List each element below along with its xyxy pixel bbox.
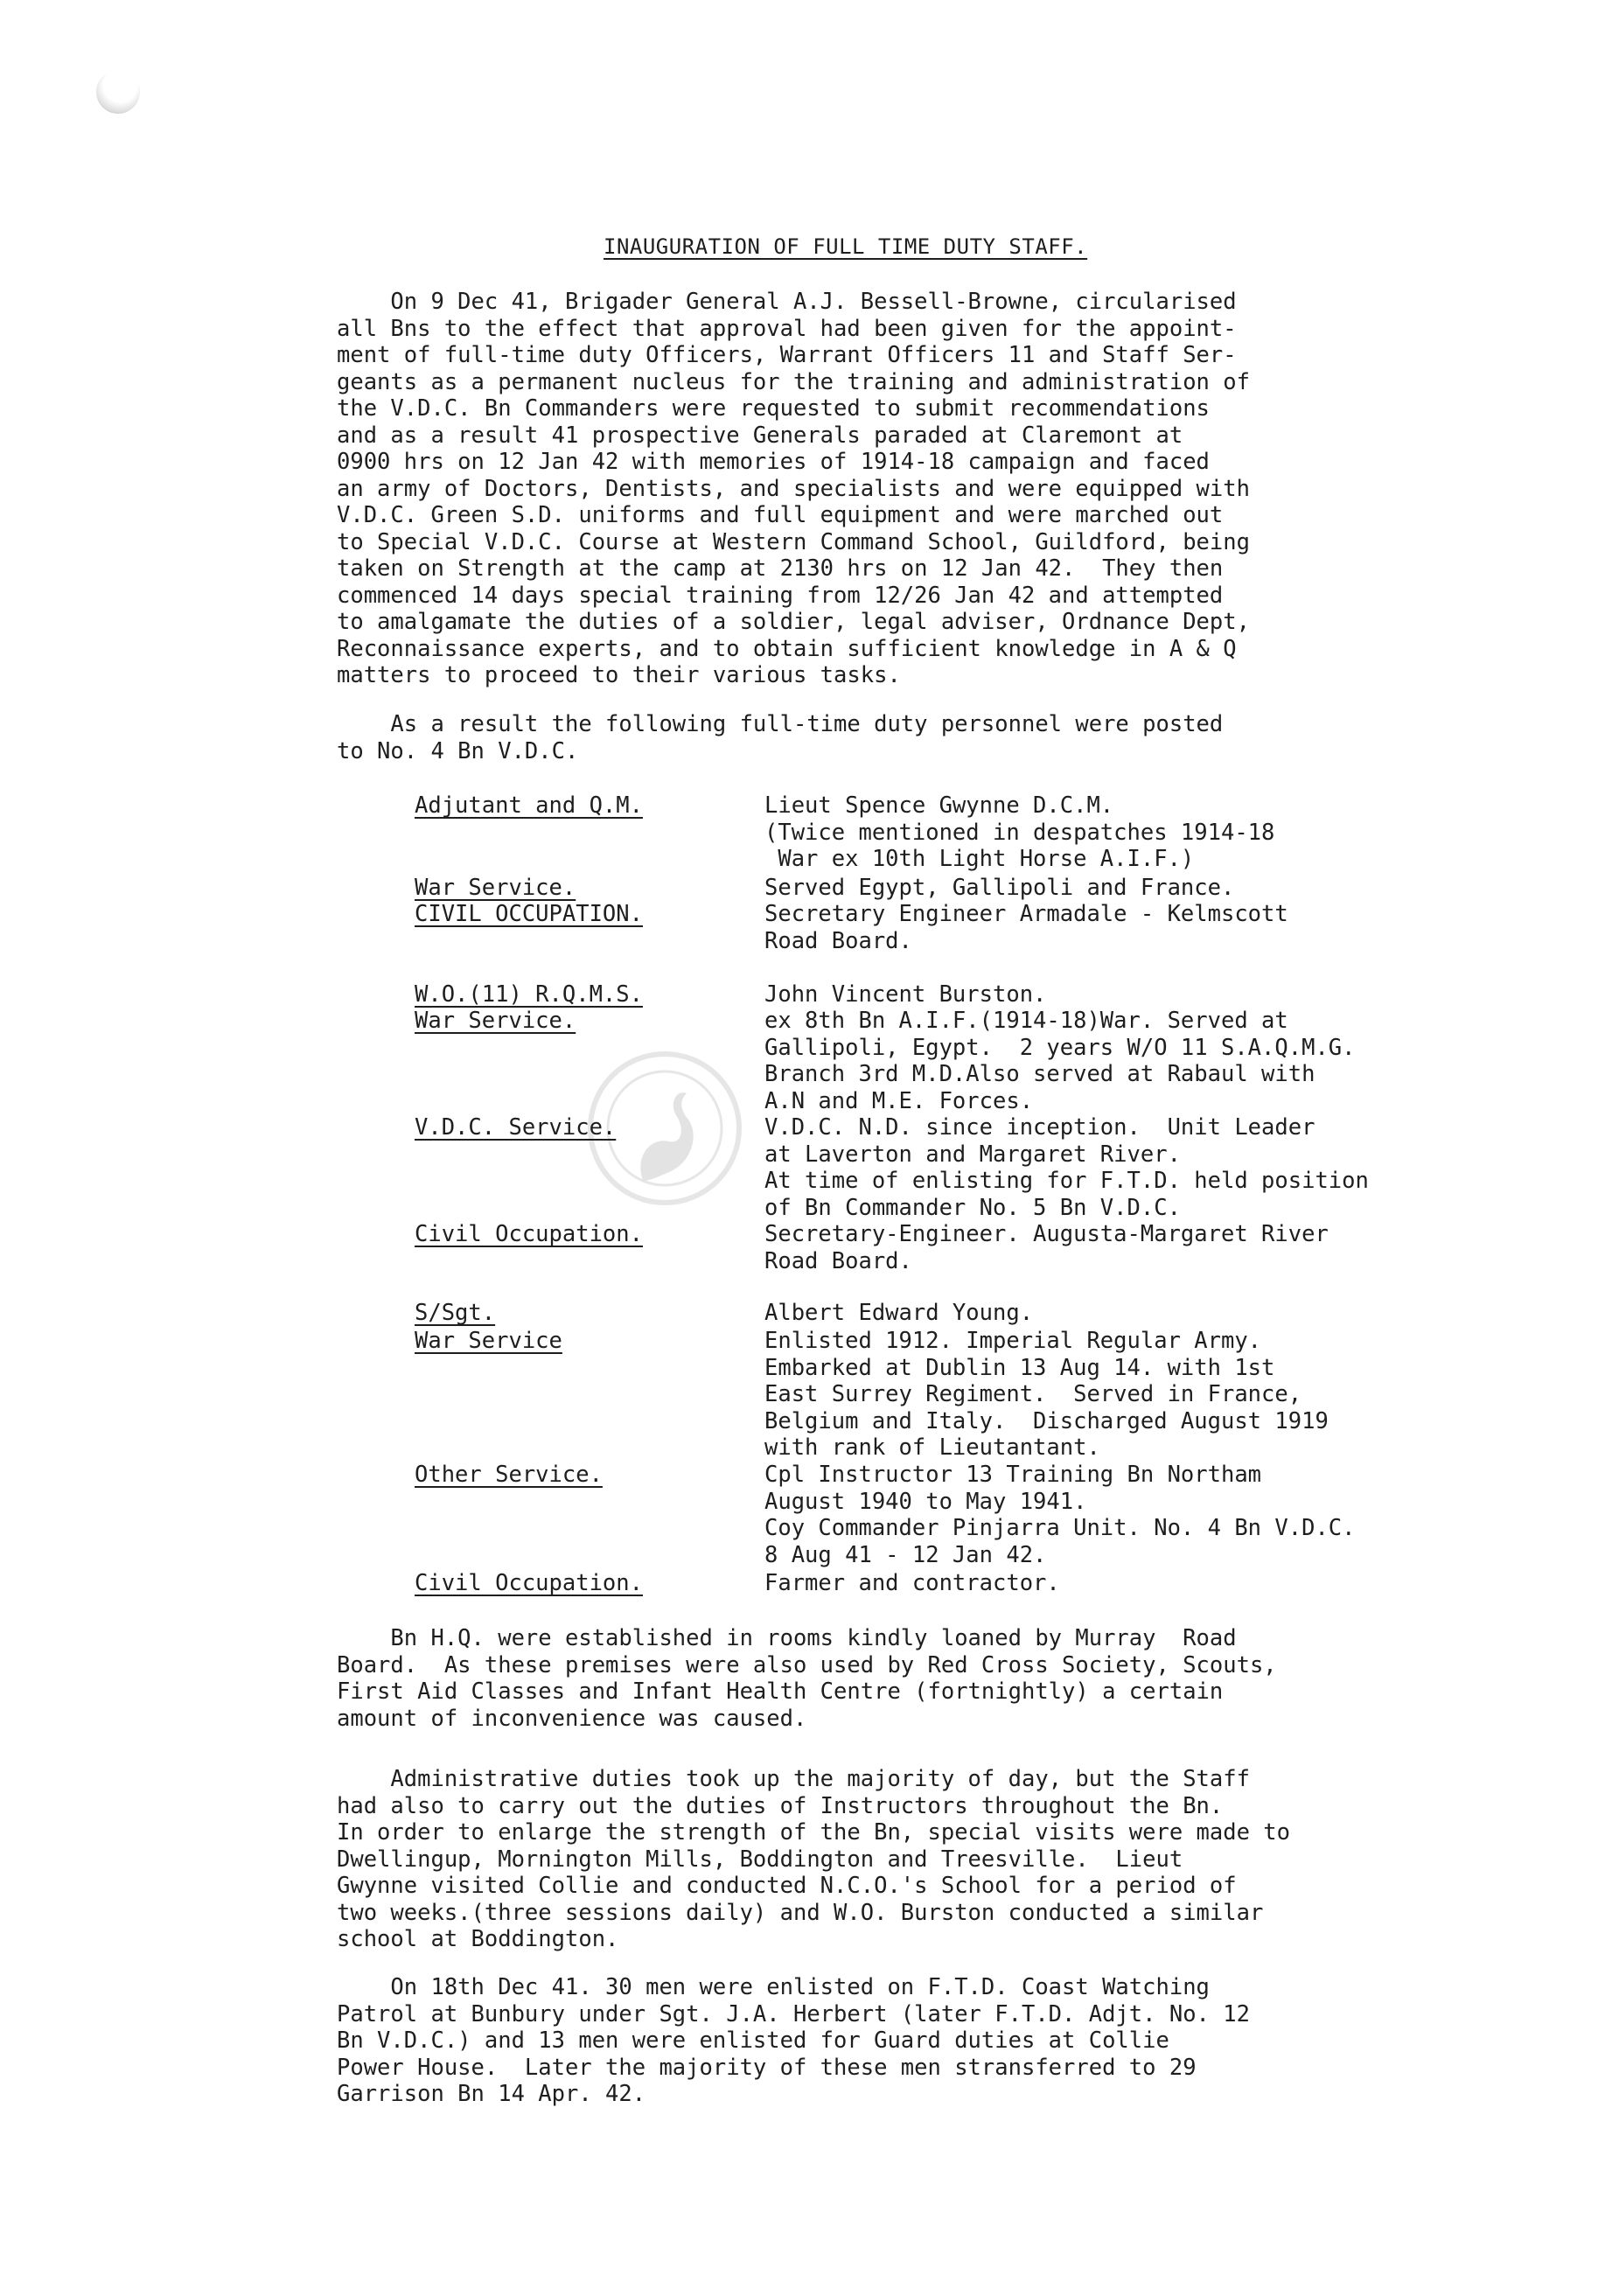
- text-line: the V.D.C. Bn Commanders were requested to submit recommendations: [337, 395, 1210, 422]
- posting-paragraph: [337, 711, 1491, 764]
- detail-line: Served Egypt, Gallipoli and France.: [764, 875, 1235, 901]
- detail-line: ex 8th Bn A.I.F.(1914-18)War. Served at: [764, 1008, 1288, 1034]
- detail-line: Cpl Instructor 13 Training Bn Northam: [764, 1462, 1262, 1488]
- entry-label: V.D.C. Service.: [415, 1114, 617, 1141]
- text-line: to Special V.D.C. Course at Western Command School, Guildford, being: [337, 528, 1250, 555]
- entry-label: Adjutant and Q.M.: [415, 792, 643, 819]
- entry-detail: [764, 981, 1046, 1008]
- detail-line: of Bn Commander No. 5 Bn V.D.C.: [764, 1194, 1181, 1221]
- detail-line: Embarked at Dublin 13 Aug 14. with 1st: [764, 1354, 1275, 1381]
- entry-detail: [764, 1221, 1329, 1274]
- detail-line: Secretary-Engineer. Augusta-Margaret River: [764, 1221, 1329, 1247]
- intro-paragraph: [337, 289, 1491, 689]
- entry-detail: [764, 792, 1274, 873]
- detail-line: August 1940 to May 1941.: [764, 1488, 1087, 1515]
- detail-line: Enlisted 1912. Imperial Regular Army.: [764, 1328, 1262, 1354]
- text-line: Administrative duties took up the majority of day, but the Staff: [337, 1766, 1250, 1792]
- page-title: INAUGURATION OF FULL TIME DUTY STAFF.: [604, 234, 1088, 259]
- text-line: to amalgamate the duties of a soldier, legal adviser, Ordnance Dept,: [337, 609, 1250, 635]
- text-line: V.D.C. Green S.D. uniforms and full equipment and were marched out: [337, 502, 1224, 528]
- entry-detail: [764, 1570, 1060, 1597]
- entry-detail: [764, 1300, 1033, 1327]
- detail-line: East Surrey Regiment. Served in France,: [764, 1381, 1302, 1407]
- text-line: an army of Doctors, Dentists, and specialists and were equipped with: [337, 475, 1250, 502]
- text-line: had also to carry out the duties of Instructors throughout the Bn.: [337, 1792, 1224, 1819]
- text-line: taken on Strength at the camp at 2130 hrs on 12 Jan 42. They then: [337, 555, 1224, 582]
- entry-label: Civil Occupation.: [415, 1221, 643, 1247]
- detail-line: Road Board.: [764, 1247, 912, 1274]
- entry-label: War Service.: [415, 1008, 576, 1034]
- entry-detail: [764, 1462, 1356, 1568]
- detail-line: Gallipoli, Egypt. 2 years W/O 11 S.A.Q.M.G.: [764, 1034, 1356, 1061]
- entry-detail: [764, 1328, 1329, 1462]
- detail-line: John Vincent Burston.: [764, 981, 1047, 1008]
- text-line: to No. 4 Bn V.D.C.: [337, 737, 579, 764]
- entry-label: War Service: [415, 1328, 562, 1354]
- admin-paragraph: [337, 1766, 1491, 1953]
- detail-line: Road Board.: [764, 927, 912, 954]
- detail-line: War ex 10th Light Horse A.I.F.): [764, 846, 1195, 872]
- detail-line: Branch 3rd M.D.Also served at Rabaul with: [764, 1061, 1315, 1087]
- entry-detail: [764, 901, 1288, 954]
- text-line: two weeks.(three sessions daily) and W.O. Burston conducted a similar: [337, 1899, 1264, 1926]
- text-line: all Bns to the effect that approval had been given for the appoint-: [337, 315, 1237, 342]
- text-line: school at Boddington.: [337, 1926, 619, 1952]
- text-line: On 9 Dec 41, Brigader General A.J. Bessell-Browne, circularised: [337, 289, 1237, 315]
- text-line: In order to enlarge the strength of the Bn, special visits were made to: [337, 1819, 1291, 1846]
- text-line: Gwynne visited Collie and conducted N.C.O.'s School for a period of: [337, 1873, 1237, 1899]
- text-line: 0900 hrs on 12 Jan 42 with memories of 1914-18 campaign and faced: [337, 449, 1210, 475]
- entry-label: S/Sgt.: [415, 1300, 496, 1326]
- detail-line: (Twice mentioned in despatches 1914-18: [764, 819, 1275, 846]
- entry-detail: [764, 875, 1234, 902]
- text-line: Bn V.D.C.) and 13 men were enlisted for Guard duties at Collie: [337, 2027, 1169, 2054]
- entry-label: Other Service.: [415, 1462, 603, 1488]
- text-line: On 18th Dec 41. 30 men were enlisted on F.T.D. Coast Watching: [337, 1974, 1210, 2000]
- detail-line: Secretary Engineer Armadale - Kelmscott: [764, 901, 1288, 927]
- text-line: amount of inconvenience was caused.: [337, 1705, 807, 1732]
- entry-label: Civil Occupation.: [415, 1570, 643, 1596]
- text-line: and as a result 41 prospective Generals paraded at Claremont at: [337, 422, 1183, 449]
- text-line: Power House. Later the majority of these men stransferred to 29: [337, 2054, 1197, 2081]
- hq-paragraph: [337, 1625, 1491, 1732]
- text-line: Garrison Bn 14 Apr. 42.: [337, 2081, 646, 2107]
- text-line: Board. As these premises were also used by Red Cross Society, Scouts,: [337, 1651, 1277, 1678]
- detail-line: At time of enlisting for F.T.D. held position: [764, 1168, 1369, 1194]
- punch-hole-mark: [96, 70, 140, 114]
- text-line: First Aid Classes and Infant Health Centre (fortnightly) a certain: [337, 1678, 1224, 1705]
- entry-label: W.O.(11) R.Q.M.S.: [415, 981, 643, 1008]
- detail-line: 8 Aug 41 - 12 Jan 42.: [764, 1541, 1047, 1568]
- detail-line: Lieut Spence Gwynne D.C.M.: [764, 792, 1114, 819]
- text-line: Reconnaissance experts, and to obtain sufficient knowledge in A & Q: [337, 635, 1237, 662]
- detail-line: Albert Edward Young.: [764, 1300, 1034, 1326]
- entry-detail: [764, 1114, 1369, 1221]
- text-line: Bn H.Q. were established in rooms kindly loaned by Murray Road: [337, 1625, 1237, 1651]
- entry-label: CIVIL OCCUPATION.: [415, 901, 643, 927]
- text-line: Patrol at Bunbury under Sgt. J.A. Herbert (later F.T.D. Adjt. No. 12: [337, 2000, 1250, 2027]
- detail-line: with rank of Lieutantant.: [764, 1434, 1100, 1461]
- detail-line: Coy Commander Pinjarra Unit. No. 4 Bn V.D.C.: [764, 1515, 1356, 1541]
- text-line: ment of full-time duty Officers, Warrant Officers 11 and Staff Ser-: [337, 342, 1237, 368]
- detail-line: A.N and M.E. Forces.: [764, 1087, 1034, 1114]
- text-line: commenced 14 days special training from 12/26 Jan 42 and attempted: [337, 582, 1224, 609]
- text-line: As a result the following full-time duty personnel were posted: [337, 711, 1224, 737]
- entry-detail: [764, 1008, 1356, 1114]
- detail-line: Belgium and Italy. Discharged August 1919: [764, 1407, 1329, 1434]
- entry-label: War Service.: [415, 875, 576, 901]
- text-line: Dwellingup, Mornington Mills, Boddington and Treesville. Lieut: [337, 1846, 1183, 1873]
- detail-line: V.D.C. N.D. since inception. Unit Leader: [764, 1114, 1315, 1141]
- final-paragraph: [337, 1974, 1491, 2108]
- text-line: geants as a permanent nucleus for the training and administration of: [337, 368, 1250, 395]
- detail-line: at Laverton and Margaret River.: [764, 1141, 1181, 1168]
- detail-line: Farmer and contractor.: [764, 1570, 1060, 1596]
- text-line: matters to proceed to their various tasks.: [337, 662, 901, 688]
